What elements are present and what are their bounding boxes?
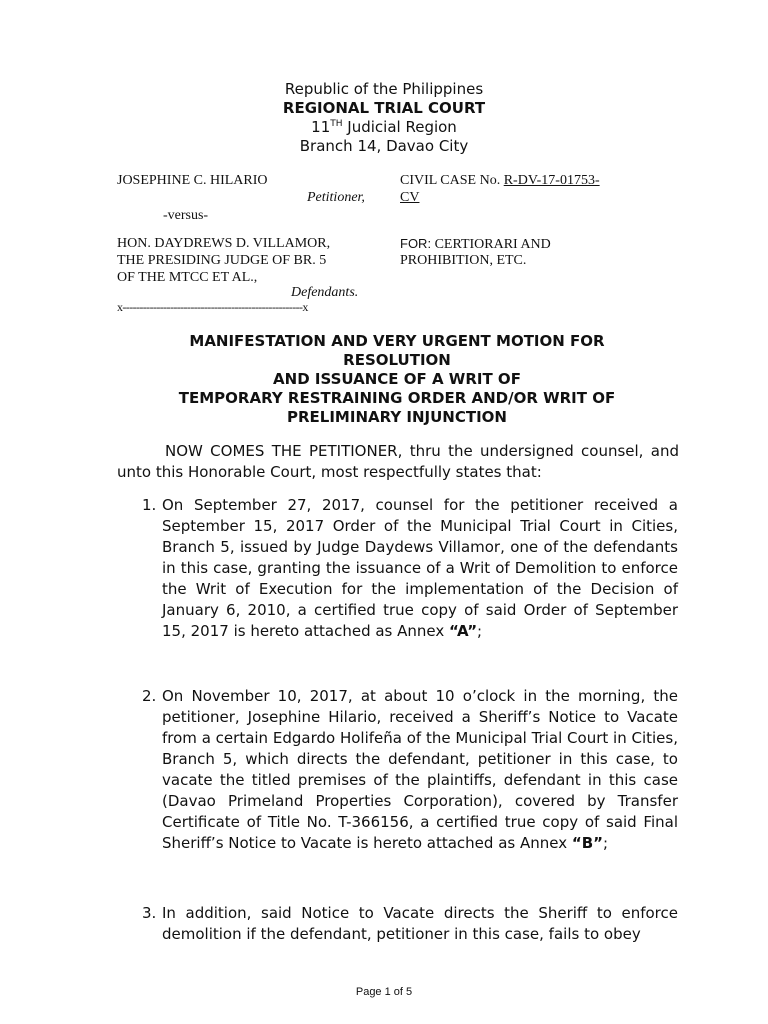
case-label: CIVIL CASE No.	[400, 173, 501, 188]
header-branch: Branch 14, Davao City	[299, 137, 469, 155]
item-number: 3.	[142, 904, 157, 922]
region-number: 11	[311, 118, 331, 136]
item-text: In addition, said Notice to Vacate directs the Sheriff to enforce demolition if the defendant, petitioner in this case, fails to obey	[162, 904, 678, 943]
region-label: Judicial Region	[342, 118, 457, 136]
header-republic: Republic of the Philippines	[284, 80, 484, 98]
annex-label: “B”	[571, 834, 604, 852]
case-number-value: R-DV-17-01753-	[503, 173, 600, 188]
defendant-line-3: OF THE MTCC ET AL.,	[117, 270, 258, 285]
document-title	[117, 332, 677, 427]
court-header	[0, 80, 768, 156]
for-label: FOR:	[400, 236, 432, 251]
numbered-item-1	[142, 495, 678, 642]
header-court: REGIONAL TRIAL COURT	[282, 99, 486, 117]
numbered-item-3	[142, 903, 678, 945]
caption-divider: x-----------------------------------------------------x	[117, 300, 308, 314]
for-line-1: CERTIORARI AND	[434, 237, 551, 252]
case-nature-continued: PROHIBITION, ETC.	[400, 253, 527, 268]
versus-label: -versus-	[163, 208, 209, 223]
case-number	[400, 172, 600, 189]
title-line-4: TEMPORARY RESTRAINING ORDER AND/OR WRIT OF	[178, 389, 616, 407]
intro-paragraph: NOW COMES THE PETITIONER, thru the undersigned counsel, and unto this Honorable Court, most respectfully states that:	[117, 442, 679, 481]
annex-label: “A”	[449, 622, 478, 640]
petitioner-role: Petitioner,	[307, 190, 365, 205]
defendant-line-2: THE PRESIDING JUDGE OF BR. 5	[117, 253, 327, 268]
item-end: ;	[477, 622, 483, 640]
item-end: ;	[603, 834, 609, 852]
defendant-role: Defendants.	[291, 285, 359, 300]
title-line-3: AND ISSUANCE OF A WRIT OF	[273, 370, 521, 388]
title-line-1: MANIFESTATION AND VERY URGENT MOTION FOR	[189, 332, 605, 350]
item-text: On November 10, 2017, at about 10 o’clock in the morning, the petitioner, Josephine Hilario, received a Sheriff’s Notice to Vacate from a certain Edgardo Holifeña of the Municipal Trial Court in Cities, Branch 5, which directs the defendant, petitioner in this case, to vacate the titled premises of the plaintiffs, defendant in this case (Davao Primeland Properties Corporation), covered by Transfer Certificate of Title No. T-366156, a certified true copy of said Final Sheriff’s Notice to Vacate is hereto attached as Annex	[162, 687, 678, 852]
header-region	[0, 118, 768, 137]
title-line-2: RESOLUTION	[343, 351, 451, 369]
petitioner-name: JOSEPHINE C. HILARIO	[117, 173, 268, 188]
item-number: 2.	[142, 687, 157, 705]
page-footer: Page 1 of 5	[355, 986, 413, 998]
item-number: 1.	[142, 496, 157, 514]
item-text: On September 27, 2017, counsel for the petitioner received a September 15, 2017 Order of the Municipal Trial Court in Cities, Branch 5, issued by Judge Daydews Villamor, one of the defendants in this case, granting the issuance of a Writ of Demolition to enforce the Writ of Execution for the implementation of the Decision of January 6, 2010, a certified true copy of said Order of September 15, 2017 is hereto attached as Annex	[162, 496, 678, 640]
defendant-line-1: HON. DAYDREWS D. VILLAMOR,	[117, 236, 331, 251]
case-nature	[400, 235, 551, 253]
numbered-item-2	[142, 686, 678, 854]
title-line-5: PRELIMINARY INJUNCTION	[287, 408, 507, 426]
case-number-continued: CV	[400, 190, 420, 205]
region-ordinal: TH	[330, 119, 343, 129]
